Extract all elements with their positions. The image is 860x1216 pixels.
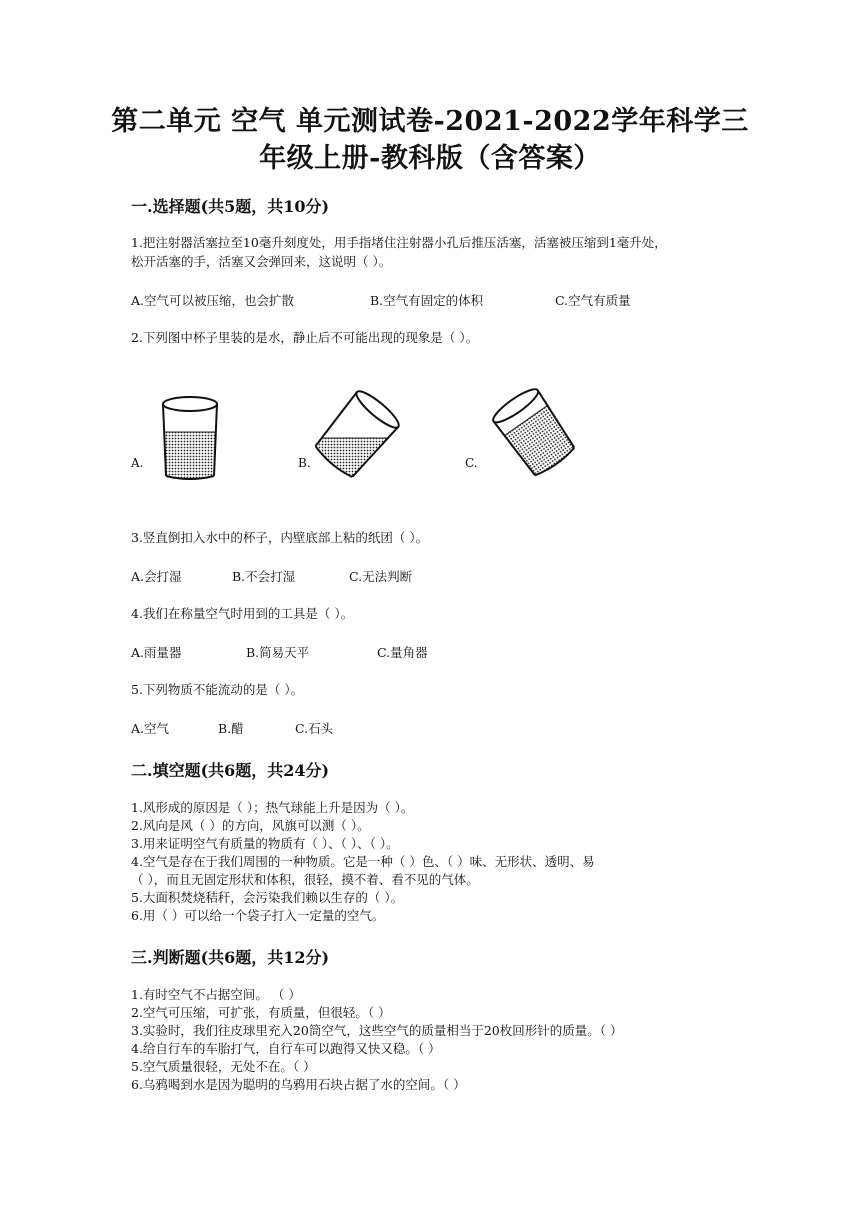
- cup-b-figure: [312, 392, 402, 482]
- fill-q1: 1.风形成的原因是（ ）；热气球能上升是因为（ ）。: [131, 800, 414, 815]
- q2-label-b: B.: [298, 456, 311, 470]
- q1-option-c: C.空气有质量: [555, 293, 631, 308]
- judge-q3: 3.实验时，我们往皮球里充入20筒空气，这些空气的质量相当于20枚回形针的质量。（ ）: [131, 1023, 623, 1038]
- q3-stem: 3.竖直倒扣入水中的杯子，内壁底部上粘的纸团（ ）。: [131, 530, 429, 545]
- q4-stem: 4.我们在称量空气时用到的工具是（ ）。: [131, 606, 354, 621]
- q5-option-c: C.石头: [295, 721, 334, 736]
- q1-option-a: A.空气可以被压缩，也会扩散: [131, 293, 295, 308]
- section-heading-judge: 三.判断题(共6题，共12分): [131, 948, 330, 967]
- cup-a-figure: [150, 392, 230, 484]
- fill-q5: 5.大面积焚烧秸秆，会污染我们赖以生存的（ ）。: [131, 890, 404, 905]
- q4-option-a: A.雨量器: [131, 645, 182, 660]
- fill-q4-line-1: 4.空气是存在于我们周围的一种物质。它是一种（ ）色、（ ）味、无形状、透明、易: [131, 854, 595, 869]
- q1-stem-line-2: 松开活塞的手，活塞又会弹回来，这说明（ ）。: [131, 254, 392, 269]
- judge-q5: 5.空气质量很轻，无处不在。（ ）: [131, 1059, 316, 1074]
- q1-stem-line-1: 1.把注射器活塞拉至10毫升刻度处，用手指堵住注射器小孔后推压活塞，活塞被压缩到1毫升处，: [131, 235, 667, 250]
- document-title-line-1: 第二单元 空气 单元测试卷-2021-2022学年科学三: [111, 106, 749, 137]
- fill-q2: 2.风向是风（ ）的方向，风旗可以测（ ）。: [131, 818, 370, 833]
- q3-option-b: B.不会打湿: [232, 569, 296, 584]
- judge-q1: 1.有时空气不占据空间。 （ ）: [131, 987, 301, 1002]
- q2-stem: 2.下列图中杯子里装的是水，静止后不可能出现的现象是（ ）。: [131, 330, 479, 345]
- q5-option-b: B.醋: [218, 721, 244, 736]
- q2-label-a: A.: [131, 456, 144, 470]
- fill-q4-line-2: （ ），而且无固定形状和体积，很轻，摸不着、看不见的气体。: [131, 872, 479, 887]
- q4-option-c: C.量角器: [377, 645, 428, 660]
- document-title-line-2: 年级上册-教科版（含答案）: [259, 143, 601, 174]
- q4-option-b: B.简易天平: [246, 645, 310, 660]
- q2-label-c: C.: [465, 456, 478, 470]
- fill-q3: 3.用来证明空气有质量的物质有（ ）、（ ）、（ ）。: [131, 836, 399, 851]
- cup-c-figure: [492, 390, 582, 480]
- judge-q4: 4.给自行车的车胎打气，自行车可以跑得又快又稳。（ ）: [131, 1041, 441, 1056]
- q3-option-a: A.会打湿: [131, 569, 182, 584]
- fill-q6: 6.用（ ）可以给一个袋子打入一定量的空气。: [131, 908, 385, 923]
- section-heading-choice: 一.选择题(共5题，共10分): [131, 197, 330, 216]
- judge-q2: 2.空气可压缩，可扩张，有质量，但很轻。（ ）: [131, 1005, 391, 1020]
- q5-stem: 5.下列物质不能流动的是（ ）。: [131, 682, 304, 697]
- q1-option-b: B.空气有固定的体积: [370, 293, 484, 308]
- q5-option-a: A.空气: [131, 721, 170, 736]
- section-heading-fill: 二.填空题(共6题，共24分): [131, 761, 330, 780]
- q3-option-c: C.无法判断: [349, 569, 413, 584]
- judge-q6: 6.乌鸦喝到水是因为聪明的乌鸦用石块占据了水的空间。（ ）: [131, 1077, 466, 1092]
